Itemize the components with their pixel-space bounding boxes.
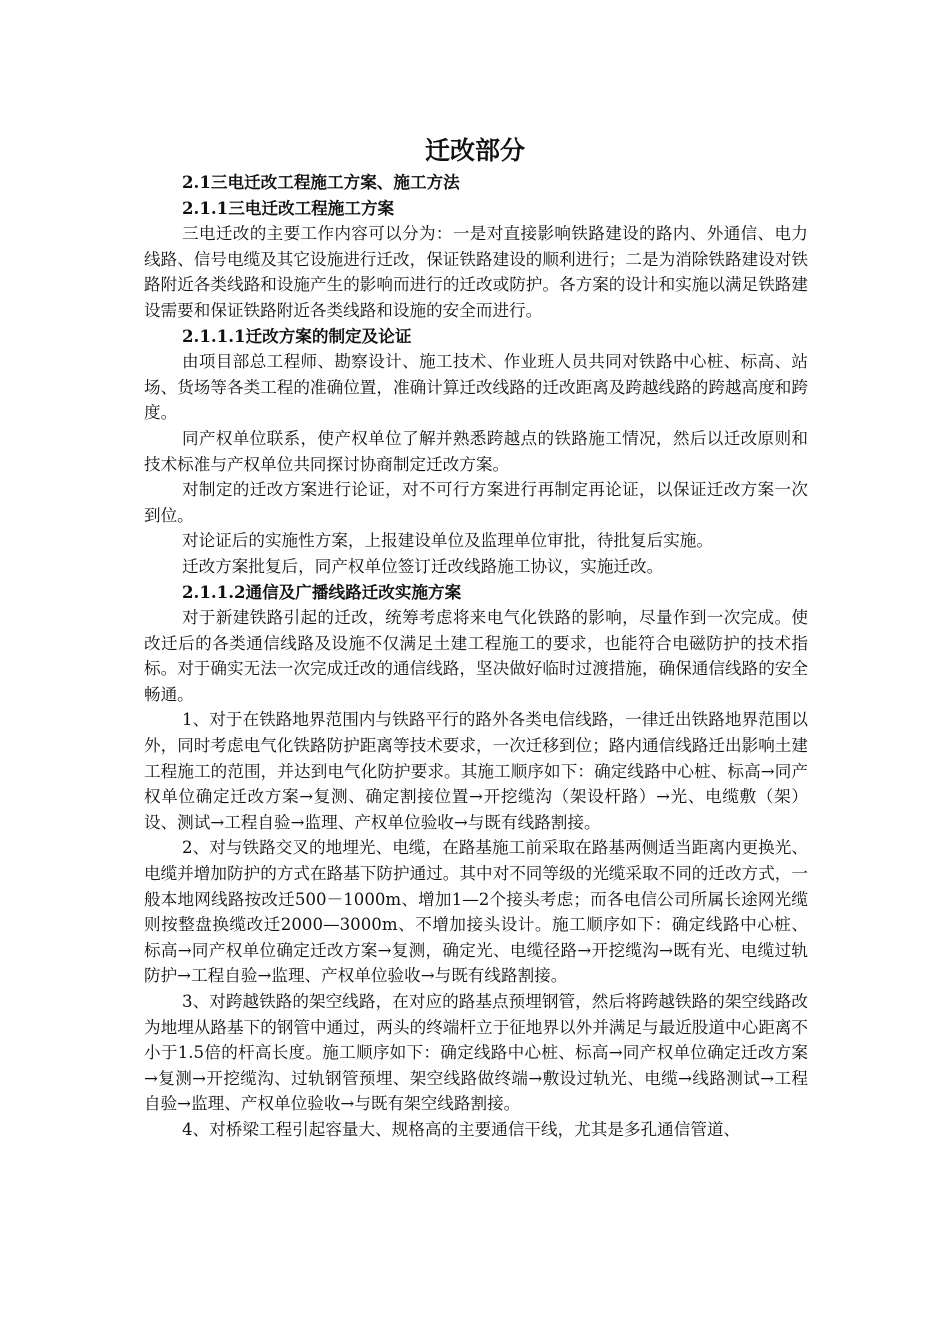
page-title: 迁改部分: [424, 136, 525, 165]
paragraph-plan-2: 同产权单位联系，使产权单位了解并熟悉跨越点的铁路施工情况，然后以迁改原则和技术标准与产权单位共同探讨协商制定迁改方案。: [144, 428, 808, 474]
section-heading-2-1-1-2: 2.1.1.2通信及广播线路迁改实施方案: [182, 581, 462, 602]
paragraph-intro: 三电迁改的主要工作内容可以分为：一是对直接影响铁路建设的路内、外通信、电力线路、信号电缆及其它设施进行迁改，保证铁路建设的顺利进行；二是为消除铁路建设对铁路附近各类线路和设施产生的影响而进行的迁改或防护。各方案的设计和实施以满足铁路建设需要和保证铁路附近各类线路和设施的安全而进行。: [144, 224, 808, 320]
paragraph-plan-1: 由项目部总工程师、勘察设计、施工技术、作业班人员共同对铁路中心桩、标高、站场、货场等各类工程的准确位置，准确计算迁改线路的迁改距离及跨越线路的跨越高度和跨度。: [144, 352, 808, 423]
section-heading-2-1-1: 2.1.1三电迁改工程施工方案: [182, 197, 395, 218]
document-body: [144, 170, 808, 1143]
paragraph-comm-1: 对于新建铁路引起的迁改，统筹考虑将来电气化铁路的影响，尽量作到一次完成。使改迁后的各类通信线路及设施不仅满足土建工程施工的要求，也能符合电磁防护的技术指标。对于确实无法一次完成迁改的通信线路，坚决做好临时过渡措施，确保通信线路的安全畅通。: [144, 608, 808, 704]
paragraph-plan-5: 迁改方案批复后，同产权单位签订迁改线路施工协议，实施迁改。: [182, 556, 664, 576]
paragraph-comm-5: 4、对桥梁工程引起容量大、规格高的主要通信干线，尤其是多孔通信管道、: [182, 1119, 741, 1139]
paragraph-plan-4: 对论证后的实施性方案，上报建设单位及监理单位审批，待批复后实施。: [182, 531, 713, 551]
paragraph-plan-3: 对制定的迁改方案进行论证，对不可行方案进行再制定再论证，以保证迁改方案一次到位。: [144, 480, 808, 525]
paragraph-comm-4: 3、对跨越铁路的架空线路，在对应的路基点预埋钢管，然后将跨越铁路的架空线路改为地埋从路基下的钢管中通过，两头的终端杆立于征地界以外并满足与最近股道中心距离不小于1.5倍的杆高长度。施工顺序如下：确定线路中心桩、标高→同产权单位确定迁改方案→复测→开挖缆沟、过轨钢管预埋、架空线路做终端→敷设过轨光、电缆→线路测试→工程自验→监理、产权单位验收→与既有架空线路割接。: [144, 992, 808, 1114]
paragraph-comm-3: 2、对与铁路交叉的地埋光、电缆，在路基施工前采取在路基两侧适当距离内更换光、电缆并增加防护的方式在路基下防护通过。其中对不同等级的光缆采取不同的迁改方式，一般本地网线路按改迁500－1000m、增加1—2个接头考虑；而各电信公司所属长途网光缆则按整盘换缆改迁2000—3000m、不增加接头设计。施工顺序如下：确定线路中心桩、标高→同产权单位确定迁改方案→复测，确定光、电缆径路→开挖缆沟→既有光、电缆过轨防护→工程自验→监理、产权单位验收→与既有线路割接。: [144, 838, 808, 986]
section-heading-2-1: 2.1三电迁改工程施工方案、施工方法: [182, 172, 460, 192]
paragraph-comm-2: 1、对于在铁路地界范围内与铁路平行的路外各类电信线路，一律迁出铁路地界范围以外，同时考虑电气化铁路防护距离等技术要求，一次迁移到位；路内通信线路迁出影响土建工程施工的范围，并达到电气化防护要求。其施工顺序如下：确定线路中心桩、标高→同产权单位确定迁改方案→复测、确定割接位置→开挖缆沟（架设杆路）→光、电缆敷（架）设、测试→工程自验→监理、产权单位验收→与既有线路割接。: [144, 710, 808, 832]
section-heading-2-1-1-1: 2.1.1.1迁改方案的制定及论证: [182, 325, 412, 346]
